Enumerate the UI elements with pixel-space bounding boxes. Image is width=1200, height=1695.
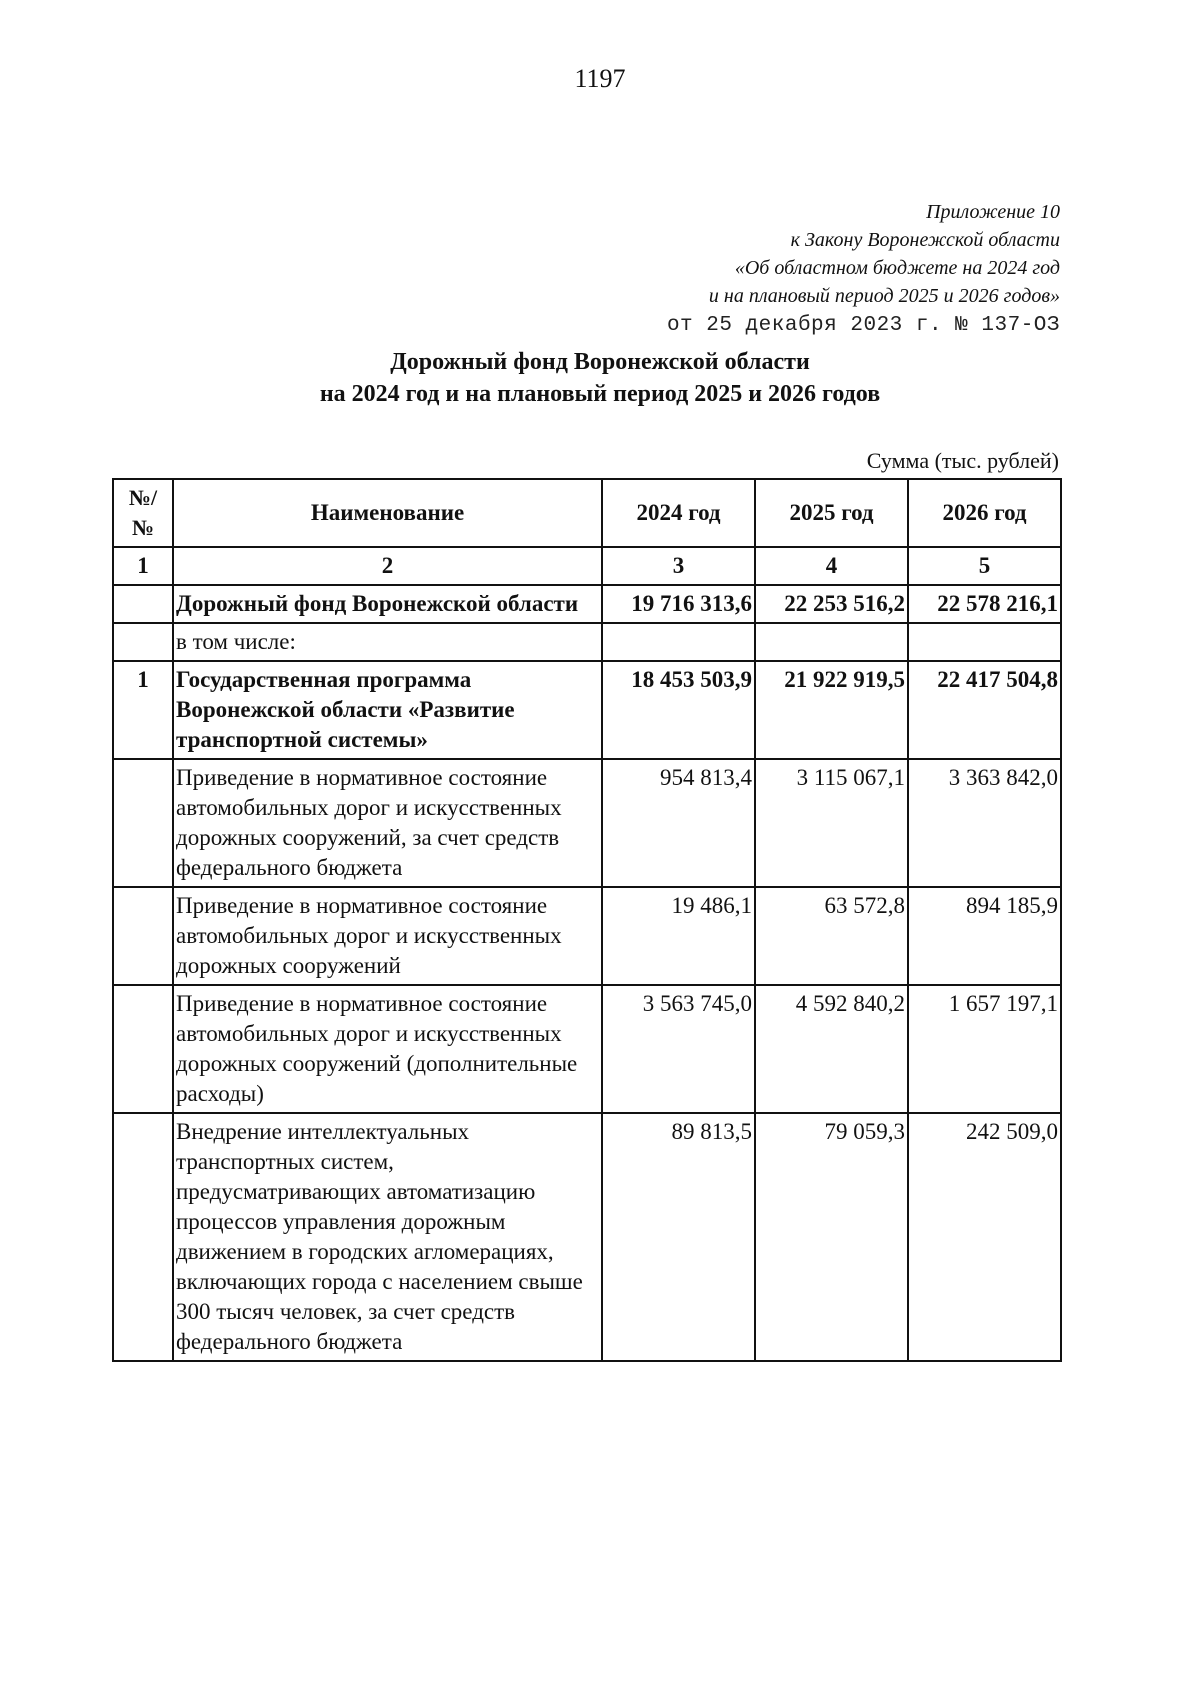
value-2026: 22 417 504,8 [908, 661, 1061, 759]
row-name: в том числе: [173, 623, 602, 661]
table-row [113, 585, 1061, 623]
header-number: №/ № [113, 479, 173, 547]
row-name: Государственная программа Воронежской области «Развитие транспортной системы» [173, 661, 602, 759]
annex-line: к Закону Воронежской области [790, 229, 1060, 251]
value-2024: 18 453 503,9 [602, 661, 755, 759]
table-row [113, 661, 1061, 759]
row-number [113, 623, 173, 661]
value-2024: 19 716 313,6 [602, 585, 755, 623]
table-row [113, 759, 1061, 887]
column-number: 1 [113, 547, 173, 585]
annex-date-stamp: от 25 декабря 2023 г. № 137-ОЗ [666, 314, 1060, 337]
table-row [113, 1113, 1061, 1361]
page-number: 1197 [574, 64, 626, 93]
table-row [113, 985, 1061, 1113]
value-2024: 954 813,4 [602, 759, 755, 887]
units-label: Сумма (тыс. рублей) [866, 448, 1059, 473]
row-number [113, 585, 173, 623]
title-line: Дорожный фонд Воронежской области [390, 349, 810, 375]
column-number-row [113, 547, 1061, 585]
value-2025: 63 572,8 [755, 887, 908, 985]
row-name: Дорожный фонд Воронежской области [173, 585, 602, 623]
value-2026: 1 657 197,1 [908, 985, 1061, 1113]
value-2025: 3 115 067,1 [755, 759, 908, 887]
road-fund-table [112, 478, 1062, 1362]
row-number [113, 887, 173, 985]
row-name: Приведение в нормативное состояние автомобильных дорог и искусственных дорожных сооружений, за счет средств федерального бюджета [173, 759, 602, 887]
column-number: 2 [173, 547, 602, 585]
value-2026: 3 363 842,0 [908, 759, 1061, 887]
row-name: Внедрение интеллектуальных транспортных систем, предусматривающих автоматизацию процессов управления дорожным движением в городских агломерациях, включающих города с населением свыше 300 тысяч человек, за счет средств федерального бюджета [173, 1113, 602, 1361]
value-2026: 894 185,9 [908, 887, 1061, 985]
annex-line: Приложение 10 [926, 201, 1060, 223]
value-2026: 22 578 216,1 [908, 585, 1061, 623]
annex-line: и на плановый период 2025 и 2026 годов» [708, 285, 1060, 307]
value-2026: 242 509,0 [908, 1113, 1061, 1361]
row-name: Приведение в нормативное состояние автомобильных дорог и искусственных дорожных сооружений (дополнительные расходы) [173, 985, 602, 1113]
column-number: 4 [755, 547, 908, 585]
column-number: 3 [602, 547, 755, 585]
table-row [113, 623, 1061, 661]
row-number: 1 [113, 661, 173, 759]
table-header-row [113, 479, 1061, 547]
document-title [0, 346, 1200, 410]
value-2025: 21 922 919,5 [755, 661, 908, 759]
row-number [113, 1113, 173, 1361]
annex-line: «Об областном бюджете на 2024 год [734, 257, 1060, 279]
header-2025: 2025 год [755, 479, 908, 547]
table-row [113, 887, 1061, 985]
row-number [113, 985, 173, 1113]
header-name: Наименование [173, 479, 602, 547]
value-2025 [755, 623, 908, 661]
value-2025: 4 592 840,2 [755, 985, 908, 1113]
value-2025: 22 253 516,2 [755, 585, 908, 623]
row-number [113, 759, 173, 887]
row-name: Приведение в нормативное состояние автомобильных дорог и искусственных дорожных сооружений [173, 887, 602, 985]
value-2024: 89 813,5 [602, 1113, 755, 1361]
header-2024: 2024 год [602, 479, 755, 547]
value-2024: 3 563 745,0 [602, 985, 755, 1113]
value-2024: 19 486,1 [602, 887, 755, 985]
column-number: 5 [908, 547, 1061, 585]
header-2026: 2026 год [908, 479, 1061, 547]
title-line: на 2024 год и на плановый период 2025 и 2026 годов [319, 381, 881, 407]
annex-block [667, 198, 1060, 340]
value-2024 [602, 623, 755, 661]
value-2025: 79 059,3 [755, 1113, 908, 1361]
value-2026 [908, 623, 1061, 661]
